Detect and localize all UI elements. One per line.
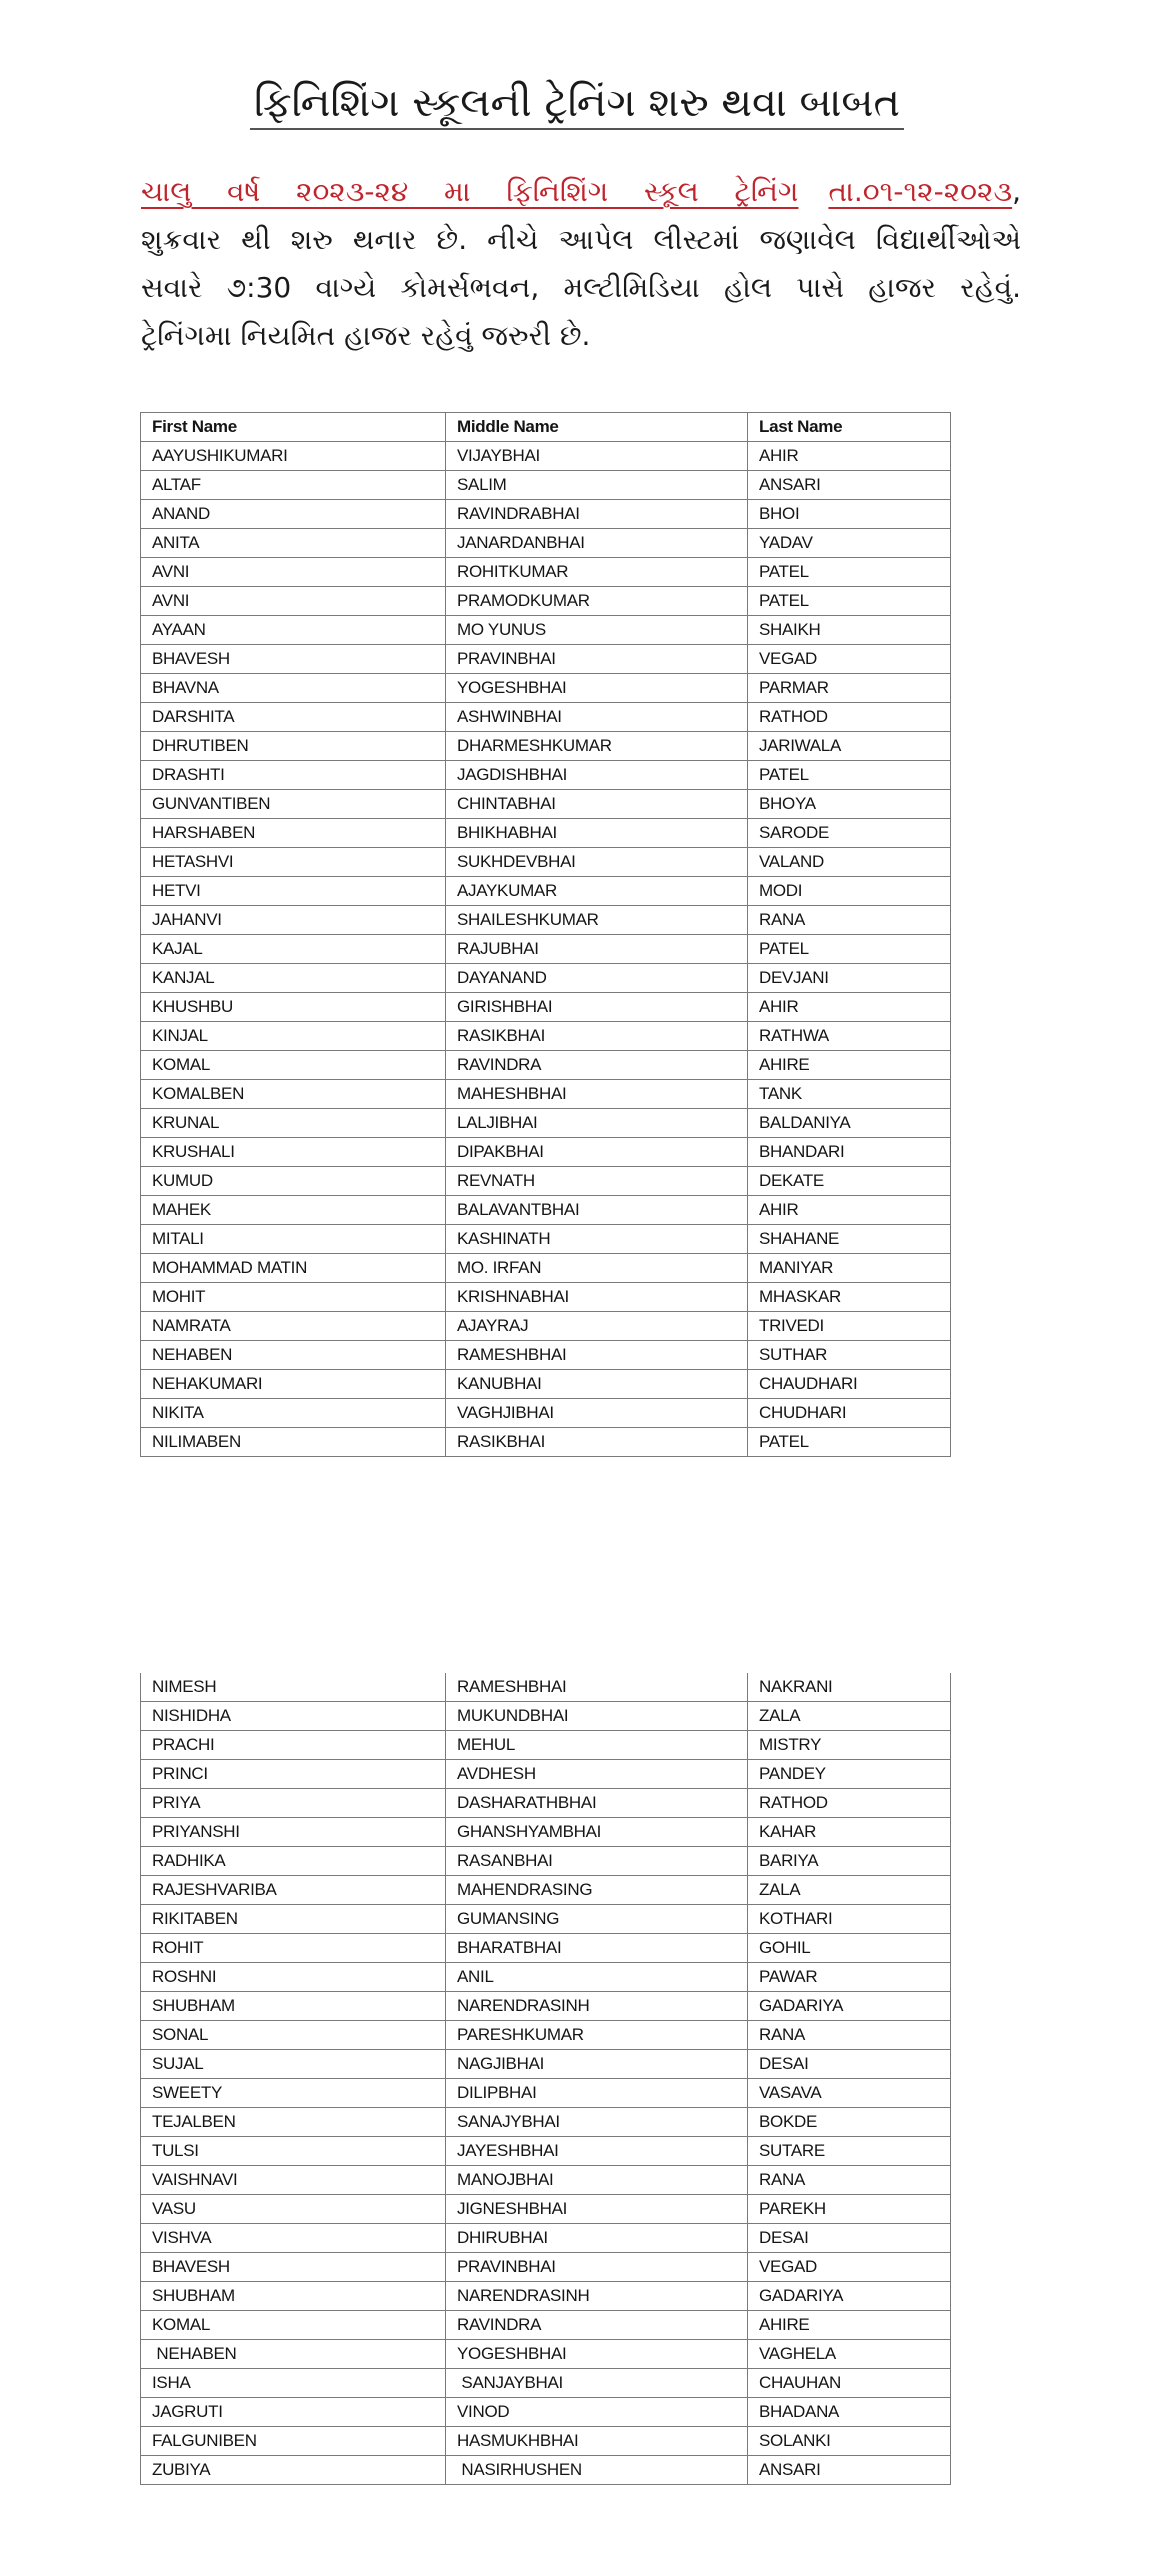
last-name-cell: GADARIYA (748, 2282, 951, 2311)
table-row (141, 1876, 951, 1905)
last-name-cell: AHIRE (748, 1051, 951, 1080)
first-name-cell: NEHAKUMARI (141, 1370, 446, 1399)
last-name-cell: BALDANIYA (748, 1109, 951, 1138)
first-name-cell: DHRUTIBEN (141, 732, 446, 761)
table-row (141, 819, 951, 848)
first-name-cell: NEHABEN (141, 1341, 446, 1370)
table-row (141, 1341, 951, 1370)
middle-name-cell: JANARDANBHAI (446, 529, 748, 558)
middle-name-cell: DAYANAND (446, 964, 748, 993)
last-name-cell: RATHWA (748, 1022, 951, 1051)
table-row (141, 964, 951, 993)
first-name-cell: JAHANVI (141, 906, 446, 935)
last-name-cell: ZALA (748, 1702, 951, 1731)
first-name-cell: NIMESH (141, 1673, 446, 1702)
last-name-cell: SOLANKI (748, 2427, 951, 2456)
table-row (141, 1905, 951, 1934)
middle-name-cell: MAHENDRASING (446, 1876, 748, 1905)
header-first-name: First Name (141, 413, 446, 442)
notice-line-1 (141, 168, 1021, 216)
middle-name-cell: RAMESHBHAI (446, 1673, 748, 1702)
first-name-cell: HETVI (141, 877, 446, 906)
last-name-cell: ANSARI (748, 471, 951, 500)
table-row (141, 1702, 951, 1731)
middle-name-cell: ROHITKUMAR (446, 558, 748, 587)
notice-paragraph (141, 168, 1021, 360)
first-name-cell: ANITA (141, 529, 446, 558)
table-row (141, 2369, 951, 2398)
middle-name-cell: MO. IRFAN (446, 1254, 748, 1283)
first-name-cell: BHAVNA (141, 674, 446, 703)
student-table-page-1-body (141, 442, 951, 1457)
middle-name-cell: RASANBHAI (446, 1847, 748, 1876)
middle-name-cell: KASHINATH (446, 1225, 748, 1254)
last-name-cell: DESAI (748, 2050, 951, 2079)
last-name-cell: MISTRY (748, 1731, 951, 1760)
table-row (141, 1312, 951, 1341)
first-name-cell: KRUNAL (141, 1109, 446, 1138)
middle-name-cell: GHANSHYAMBHAI (446, 1818, 748, 1847)
document-title-text: ફિનિશિંગ સ્કૂલની ટ્રેનિંગ શરુ થવા બાબત (250, 80, 904, 130)
table-row (141, 442, 951, 471)
last-name-cell: AHIRE (748, 2311, 951, 2340)
table-row (141, 1254, 951, 1283)
first-name-cell: KOMAL (141, 1051, 446, 1080)
first-name-cell: MAHEK (141, 1196, 446, 1225)
first-name-cell: PRINCI (141, 1760, 446, 1789)
last-name-cell: PAWAR (748, 1963, 951, 1992)
table-row (141, 2108, 951, 2137)
first-name-cell: VASU (141, 2195, 446, 2224)
table-row (141, 1225, 951, 1254)
last-name-cell: TANK (748, 1080, 951, 1109)
middle-name-cell: SHAILESHKUMAR (446, 906, 748, 935)
last-name-cell: SHAIKH (748, 616, 951, 645)
table-row (141, 2079, 951, 2108)
first-name-cell: MOHAMMAD MATIN (141, 1254, 446, 1283)
first-name-cell: HETASHVI (141, 848, 446, 877)
table-row (141, 935, 951, 964)
last-name-cell: BOKDE (748, 2108, 951, 2137)
middle-name-cell: BHIKHABHAI (446, 819, 748, 848)
middle-name-cell: SANAJYBHAI (446, 2108, 748, 2137)
middle-name-cell: RAMESHBHAI (446, 1341, 748, 1370)
middle-name-cell: AJAYRAJ (446, 1312, 748, 1341)
middle-name-cell: RAVINDRABHAI (446, 500, 748, 529)
last-name-cell: BHOI (748, 500, 951, 529)
first-name-cell: ISHA (141, 2369, 446, 2398)
first-name-cell: SWEETY (141, 2079, 446, 2108)
last-name-cell: RANA (748, 2021, 951, 2050)
last-name-cell: JARIWALA (748, 732, 951, 761)
middle-name-cell: CHINTABHAI (446, 790, 748, 819)
table-row (141, 2427, 951, 2456)
last-name-cell: ZALA (748, 1876, 951, 1905)
first-name-cell: MITALI (141, 1225, 446, 1254)
first-name-cell: KHUSHBU (141, 993, 446, 1022)
last-name-cell: VALAND (748, 848, 951, 877)
first-name-cell: SHUBHAM (141, 1992, 446, 2021)
table-row (141, 2311, 951, 2340)
first-name-cell: VAISHNAVI (141, 2166, 446, 2195)
last-name-cell: BHANDARI (748, 1138, 951, 1167)
table-row (141, 2253, 951, 2282)
table-row (141, 732, 951, 761)
table-row (141, 1934, 951, 1963)
middle-name-cell: LALJIBHAI (446, 1109, 748, 1138)
last-name-cell: RANA (748, 2166, 951, 2195)
notice-line-3: સવારે ૭:30 વાગ્યે કોમર્સભવન, મલ્ટીમિડિયા હોલ પાસે હાજર રહેવું. (141, 271, 1021, 304)
first-name-cell: RADHIKA (141, 1847, 446, 1876)
last-name-cell: PAREKH (748, 2195, 951, 2224)
document-title (0, 78, 1154, 128)
table-row (141, 1196, 951, 1225)
last-name-cell: CHAUHAN (748, 2369, 951, 2398)
last-name-cell: PATEL (748, 935, 951, 964)
middle-name-cell: RAJUBHAI (446, 935, 748, 964)
first-name-cell: KOMALBEN (141, 1080, 446, 1109)
table-row (141, 1673, 951, 1702)
table-row (141, 2195, 951, 2224)
first-name-cell: KRUSHALI (141, 1138, 446, 1167)
middle-name-cell: MANOJBHAI (446, 2166, 748, 2195)
first-name-cell: DARSHITA (141, 703, 446, 732)
middle-name-cell: RASIKBHAI (446, 1428, 748, 1457)
middle-name-cell: DIPAKBHAI (446, 1138, 748, 1167)
table-row (141, 906, 951, 935)
last-name-cell: YADAV (748, 529, 951, 558)
first-name-cell: NEHABEN (141, 2340, 446, 2369)
first-name-cell: NISHIDHA (141, 1702, 446, 1731)
middle-name-cell: BALAVANTBHAI (446, 1196, 748, 1225)
student-table-page-1 (140, 412, 951, 1457)
middle-name-cell: KRISHNABHAI (446, 1283, 748, 1312)
middle-name-cell: HASMUKHBHAI (446, 2427, 748, 2456)
middle-name-cell: DHIRUBHAI (446, 2224, 748, 2253)
last-name-cell: RATHOD (748, 703, 951, 732)
first-name-cell: AYAAN (141, 616, 446, 645)
middle-name-cell: YOGESHBHAI (446, 674, 748, 703)
table-row (141, 1080, 951, 1109)
middle-name-cell: PRAVINBHAI (446, 645, 748, 674)
notice-highlight-date: તા.૦૧-૧૨-૨૦૨૩ (828, 175, 1013, 208)
table-row (141, 790, 951, 819)
middle-name-cell: VINOD (446, 2398, 748, 2427)
last-name-cell: SUTARE (748, 2137, 951, 2166)
last-name-cell: MODI (748, 877, 951, 906)
table-row (141, 1370, 951, 1399)
table-row (141, 558, 951, 587)
last-name-cell: TRIVEDI (748, 1312, 951, 1341)
last-name-cell: PATEL (748, 558, 951, 587)
first-name-cell: TULSI (141, 2137, 446, 2166)
table-row (141, 2456, 951, 2485)
first-name-cell: NIKITA (141, 1399, 446, 1428)
table-row (141, 1051, 951, 1080)
middle-name-cell: ASHWINBHAI (446, 703, 748, 732)
middle-name-cell: VAGHJIBHAI (446, 1399, 748, 1428)
first-name-cell: AAYUSHIKUMARI (141, 442, 446, 471)
first-name-cell: AVNI (141, 587, 446, 616)
last-name-cell: SARODE (748, 819, 951, 848)
last-name-cell: VEGAD (748, 645, 951, 674)
first-name-cell: FALGUNIBEN (141, 2427, 446, 2456)
middle-name-cell: REVNATH (446, 1167, 748, 1196)
middle-name-cell: MAHESHBHAI (446, 1080, 748, 1109)
first-name-cell: KOMAL (141, 2311, 446, 2340)
table-row (141, 1760, 951, 1789)
last-name-cell: NAKRANI (748, 1673, 951, 1702)
table-row (141, 2224, 951, 2253)
table-row (141, 703, 951, 732)
table-row (141, 1022, 951, 1051)
middle-name-cell: NARENDRASINH (446, 2282, 748, 2311)
last-name-cell: ANSARI (748, 2456, 951, 2485)
table-row (141, 1731, 951, 1760)
first-name-cell: BHAVESH (141, 2253, 446, 2282)
middle-name-cell: DASHARATHBHAI (446, 1789, 748, 1818)
first-name-cell: ALTAF (141, 471, 446, 500)
first-name-cell: RAJESHVARIBA (141, 1876, 446, 1905)
middle-name-cell: SALIM (446, 471, 748, 500)
last-name-cell: AHIR (748, 993, 951, 1022)
last-name-cell: BHOYA (748, 790, 951, 819)
middle-name-cell: DHARMESHKUMAR (446, 732, 748, 761)
first-name-cell: BHAVESH (141, 645, 446, 674)
notice-highlight-program: ચાલુ વર્ષ ૨૦૨૩-૨૪ મા ફિનિશિંગ સ્કૂલ ટ્રેનિંગ (141, 175, 799, 208)
table-row (141, 761, 951, 790)
last-name-cell: MHASKAR (748, 1283, 951, 1312)
first-name-cell: NAMRATA (141, 1312, 446, 1341)
table-row (141, 587, 951, 616)
student-table-page-2-body (141, 1673, 951, 2485)
middle-name-cell: SANJAYBHAI (446, 2369, 748, 2398)
header-last-name: Last Name (748, 413, 951, 442)
middle-name-cell: YOGESHBHAI (446, 2340, 748, 2369)
notice-line-4: ટ્રેનિંગમા નિયમિત હાજર રહેવું જરુરી છે. (141, 319, 591, 352)
last-name-cell: VAGHELA (748, 2340, 951, 2369)
middle-name-cell: AVDHESH (446, 1760, 748, 1789)
last-name-cell: DEVJANI (748, 964, 951, 993)
first-name-cell: KUMUD (141, 1167, 446, 1196)
first-name-cell: KINJAL (141, 1022, 446, 1051)
table-row (141, 2021, 951, 2050)
table-row (141, 2137, 951, 2166)
table-row (141, 1818, 951, 1847)
first-name-cell: ROSHNI (141, 1963, 446, 1992)
first-name-cell: ZUBIYA (141, 2456, 446, 2485)
notice-comma: , (1012, 175, 1021, 208)
table-row (141, 1428, 951, 1457)
table-row (141, 993, 951, 1022)
table-row (141, 2398, 951, 2427)
table-row (141, 1283, 951, 1312)
notice-line-2: શુક્રવાર થી શરુ થનાર છે. નીચે આપેલ લીસ્ટમાં જણાવેલ વિદ્યાર્થીઓએ (141, 223, 1021, 256)
first-name-cell: ROHIT (141, 1934, 446, 1963)
middle-name-cell: DILIPBHAI (446, 2079, 748, 2108)
middle-name-cell: NAGJIBHAI (446, 2050, 748, 2079)
middle-name-cell: KANUBHAI (446, 1370, 748, 1399)
last-name-cell: BHADANA (748, 2398, 951, 2427)
middle-name-cell: VIJAYBHAI (446, 442, 748, 471)
first-name-cell: KAJAL (141, 935, 446, 964)
middle-name-cell: SUKHDEVBHAI (446, 848, 748, 877)
middle-name-cell: MO YUNUS (446, 616, 748, 645)
last-name-cell: PATEL (748, 1428, 951, 1457)
table-row (141, 1399, 951, 1428)
last-name-cell: VEGAD (748, 2253, 951, 2282)
first-name-cell: SUJAL (141, 2050, 446, 2079)
table-row (141, 1109, 951, 1138)
last-name-cell: PATEL (748, 761, 951, 790)
middle-name-cell: ANIL (446, 1963, 748, 1992)
last-name-cell: GOHIL (748, 1934, 951, 1963)
last-name-cell: AHIR (748, 442, 951, 471)
table-row (141, 1167, 951, 1196)
header-middle-name: Middle Name (446, 413, 748, 442)
last-name-cell: VASAVA (748, 2079, 951, 2108)
first-name-cell: SHUBHAM (141, 2282, 446, 2311)
last-name-cell: DESAI (748, 2224, 951, 2253)
last-name-cell: DEKATE (748, 1167, 951, 1196)
last-name-cell: RATHOD (748, 1789, 951, 1818)
table-row (141, 2282, 951, 2311)
table-row (141, 645, 951, 674)
table-header-row (141, 413, 951, 442)
middle-name-cell: PRAMODKUMAR (446, 587, 748, 616)
student-table-page-2 (140, 1673, 951, 2485)
table-row (141, 674, 951, 703)
middle-name-cell: AJAYKUMAR (446, 877, 748, 906)
first-name-cell: PRIYA (141, 1789, 446, 1818)
first-name-cell: AVNI (141, 558, 446, 587)
table-row (141, 2340, 951, 2369)
first-name-cell: TEJALBEN (141, 2108, 446, 2137)
table-row (141, 1789, 951, 1818)
middle-name-cell: PARESHKUMAR (446, 2021, 748, 2050)
middle-name-cell: JAYESHBHAI (446, 2137, 748, 2166)
first-name-cell: MOHIT (141, 1283, 446, 1312)
table-row (141, 1847, 951, 1876)
last-name-cell: MANIYAR (748, 1254, 951, 1283)
first-name-cell: HARSHABEN (141, 819, 446, 848)
last-name-cell: SUTHAR (748, 1341, 951, 1370)
table-row (141, 2050, 951, 2079)
first-name-cell: GUNVANTIBEN (141, 790, 446, 819)
first-name-cell: PRACHI (141, 1731, 446, 1760)
first-name-cell: SONAL (141, 2021, 446, 2050)
last-name-cell: CHAUDHARI (748, 1370, 951, 1399)
table-row (141, 616, 951, 645)
middle-name-cell: NASIRHUSHEN (446, 2456, 748, 2485)
first-name-cell: PRIYANSHI (141, 1818, 446, 1847)
middle-name-cell: RASIKBHAI (446, 1022, 748, 1051)
middle-name-cell: GIRISHBHAI (446, 993, 748, 1022)
first-name-cell: ANAND (141, 500, 446, 529)
table-row (141, 529, 951, 558)
last-name-cell: GADARIYA (748, 1992, 951, 2021)
first-name-cell: DRASHTI (141, 761, 446, 790)
table-row (141, 848, 951, 877)
middle-name-cell: RAVINDRA (446, 1051, 748, 1080)
table-row (141, 2166, 951, 2195)
last-name-cell: KAHAR (748, 1818, 951, 1847)
middle-name-cell: GUMANSING (446, 1905, 748, 1934)
first-name-cell: NILIMABEN (141, 1428, 446, 1457)
table-row (141, 500, 951, 529)
first-name-cell: JAGRUTI (141, 2398, 446, 2427)
middle-name-cell: RAVINDRA (446, 2311, 748, 2340)
last-name-cell: CHUDHARI (748, 1399, 951, 1428)
table-row (141, 1963, 951, 1992)
middle-name-cell: PRAVINBHAI (446, 2253, 748, 2282)
table-row (141, 1992, 951, 2021)
middle-name-cell: JAGDISHBHAI (446, 761, 748, 790)
first-name-cell: KANJAL (141, 964, 446, 993)
last-name-cell: PANDEY (748, 1760, 951, 1789)
last-name-cell: PARMAR (748, 674, 951, 703)
middle-name-cell: JIGNESHBHAI (446, 2195, 748, 2224)
middle-name-cell: BHARATBHAI (446, 1934, 748, 1963)
table-row (141, 877, 951, 906)
last-name-cell: KOTHARI (748, 1905, 951, 1934)
last-name-cell: SHAHANE (748, 1225, 951, 1254)
table-row (141, 1138, 951, 1167)
last-name-cell: PATEL (748, 587, 951, 616)
middle-name-cell: MUKUNDBHAI (446, 1702, 748, 1731)
middle-name-cell: MEHUL (446, 1731, 748, 1760)
table-row (141, 471, 951, 500)
first-name-cell: RIKITABEN (141, 1905, 446, 1934)
last-name-cell: BARIYA (748, 1847, 951, 1876)
last-name-cell: RANA (748, 906, 951, 935)
middle-name-cell: NARENDRASINH (446, 1992, 748, 2021)
last-name-cell: AHIR (748, 1196, 951, 1225)
first-name-cell: VISHVA (141, 2224, 446, 2253)
